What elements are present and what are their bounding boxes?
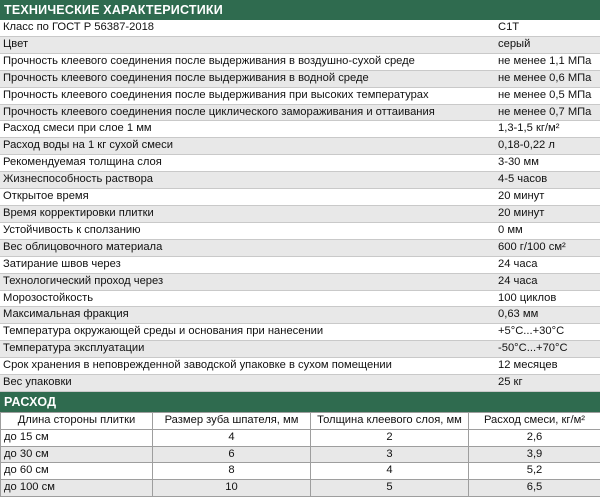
spec-row xyxy=(0,53,600,70)
consumption-cell: 6,5 xyxy=(469,480,600,497)
spec-label: Рекомендуемая толщина слоя xyxy=(0,155,496,172)
spec-row xyxy=(0,222,600,239)
spec-label: Открытое время xyxy=(0,189,496,206)
consumption-cell: 2,6 xyxy=(469,429,600,446)
spec-row xyxy=(0,87,600,104)
spec-row xyxy=(0,121,600,138)
spec-row xyxy=(0,70,600,87)
spec-row xyxy=(0,104,600,121)
spec-label: Устойчивость к сползанию xyxy=(0,222,496,239)
notch-size-cell: 8 xyxy=(153,463,311,480)
spec-value: серый xyxy=(496,36,600,53)
specs-table xyxy=(0,20,600,392)
notch-size-cell: 6 xyxy=(153,446,311,463)
consumption-cell: 3,9 xyxy=(469,446,600,463)
spec-row xyxy=(0,273,600,290)
spec-label: Прочность клеевого соединения после циклического замораживания и оттаивания xyxy=(0,104,496,121)
tile-size-cell: до 60 см xyxy=(1,463,153,480)
spec-row xyxy=(0,189,600,206)
consumption-header: РАСХОД xyxy=(0,392,600,412)
layer-thickness-cell: 2 xyxy=(311,429,469,446)
spec-label: Расход воды на 1 кг сухой смеси xyxy=(0,138,496,155)
spec-value: -50°С...+70°С xyxy=(496,341,600,358)
spec-label: Затирание швов через xyxy=(0,256,496,273)
spec-value: 20 минут xyxy=(496,189,600,206)
spec-row xyxy=(0,205,600,222)
spec-row xyxy=(0,172,600,189)
spec-value: не менее 0,5 МПа xyxy=(496,87,600,104)
spec-label: Расход смеси при слое 1 мм xyxy=(0,121,496,138)
spec-label: Технологический проход через xyxy=(0,273,496,290)
spec-row xyxy=(0,341,600,358)
spec-label: Прочность клеевого соединения после выдерживания в воздушно-сухой среде xyxy=(0,53,496,70)
spec-value: 100 циклов xyxy=(496,290,600,307)
consumption-cell: 5,2 xyxy=(469,463,600,480)
spec-row xyxy=(0,138,600,155)
spec-label: Максимальная фракция xyxy=(0,307,496,324)
spec-value: не менее 1,1 МПа xyxy=(496,53,600,70)
notch-size-cell: 10 xyxy=(153,480,311,497)
consumption-row xyxy=(1,463,600,480)
spec-value: 0,63 мм xyxy=(496,307,600,324)
spec-value: 25 кг xyxy=(496,375,600,392)
spec-label: Класс по ГОСТ Р 56387-2018 xyxy=(0,20,496,36)
spec-label: Срок хранения в неповрежденной заводской упаковке в сухом помещении xyxy=(0,358,496,375)
spec-value: 0 мм xyxy=(496,222,600,239)
spec-row xyxy=(0,36,600,53)
spec-row xyxy=(0,324,600,341)
consumption-table xyxy=(0,412,600,497)
spec-value: 600 г/100 см² xyxy=(496,239,600,256)
consumption-header-row xyxy=(1,412,600,429)
spec-row xyxy=(0,375,600,392)
specs-header: ТЕХНИЧЕСКИЕ ХАРАКТЕРИСТИКИ xyxy=(0,0,600,20)
spec-label: Время корректировки плитки xyxy=(0,205,496,222)
spec-row xyxy=(0,155,600,172)
column-header-layer-thickness: Толщина клеевого слоя, мм xyxy=(311,412,469,429)
spec-label: Прочность клеевого соединения после выдерживания в водной среде xyxy=(0,70,496,87)
layer-thickness-cell: 3 xyxy=(311,446,469,463)
tile-size-cell: до 15 см xyxy=(1,429,153,446)
spec-value: не менее 0,7 МПа xyxy=(496,104,600,121)
spec-label: Морозостойкость xyxy=(0,290,496,307)
spec-value: 12 месяцев xyxy=(496,358,600,375)
layer-thickness-cell: 5 xyxy=(311,480,469,497)
spec-value: 1,3-1,5 кг/м² xyxy=(496,121,600,138)
spec-value: 4-5 часов xyxy=(496,172,600,189)
spec-row xyxy=(0,307,600,324)
spec-label: Цвет xyxy=(0,36,496,53)
column-header-notch-size: Размер зуба шпателя, мм xyxy=(153,412,311,429)
spec-value: +5°С...+30°С xyxy=(496,324,600,341)
spec-value: не менее 0,6 МПа xyxy=(496,70,600,87)
spec-label: Прочность клеевого соединения после выдерживания при высоких температурах xyxy=(0,87,496,104)
spec-value: 20 минут xyxy=(496,205,600,222)
spec-label: Вес облицовочного материала xyxy=(0,239,496,256)
spec-value: 0,18-0,22 л xyxy=(496,138,600,155)
consumption-row xyxy=(1,480,600,497)
spec-row xyxy=(0,290,600,307)
spec-row xyxy=(0,20,600,36)
layer-thickness-cell: 4 xyxy=(311,463,469,480)
spec-label: Температура эксплуатации xyxy=(0,341,496,358)
consumption-row xyxy=(1,446,600,463)
spec-label: Жизнеспособность раствора xyxy=(0,172,496,189)
spec-label: Вес упаковки xyxy=(0,375,496,392)
column-header-tile-size: Длина стороны плитки xyxy=(1,412,153,429)
spec-value: 3-30 мм xyxy=(496,155,600,172)
tile-size-cell: до 100 см xyxy=(1,480,153,497)
spec-row xyxy=(0,358,600,375)
spec-row xyxy=(0,256,600,273)
notch-size-cell: 4 xyxy=(153,429,311,446)
spec-value: С1Т xyxy=(496,20,600,36)
spec-value: 24 часа xyxy=(496,256,600,273)
spec-value: 24 часа xyxy=(496,273,600,290)
consumption-row xyxy=(1,429,600,446)
spec-label: Температура окружающей среды и основания при нанесении xyxy=(0,324,496,341)
column-header-consumption: Расход смеси, кг/м² xyxy=(469,412,600,429)
tile-size-cell: до 30 см xyxy=(1,446,153,463)
spec-row xyxy=(0,239,600,256)
